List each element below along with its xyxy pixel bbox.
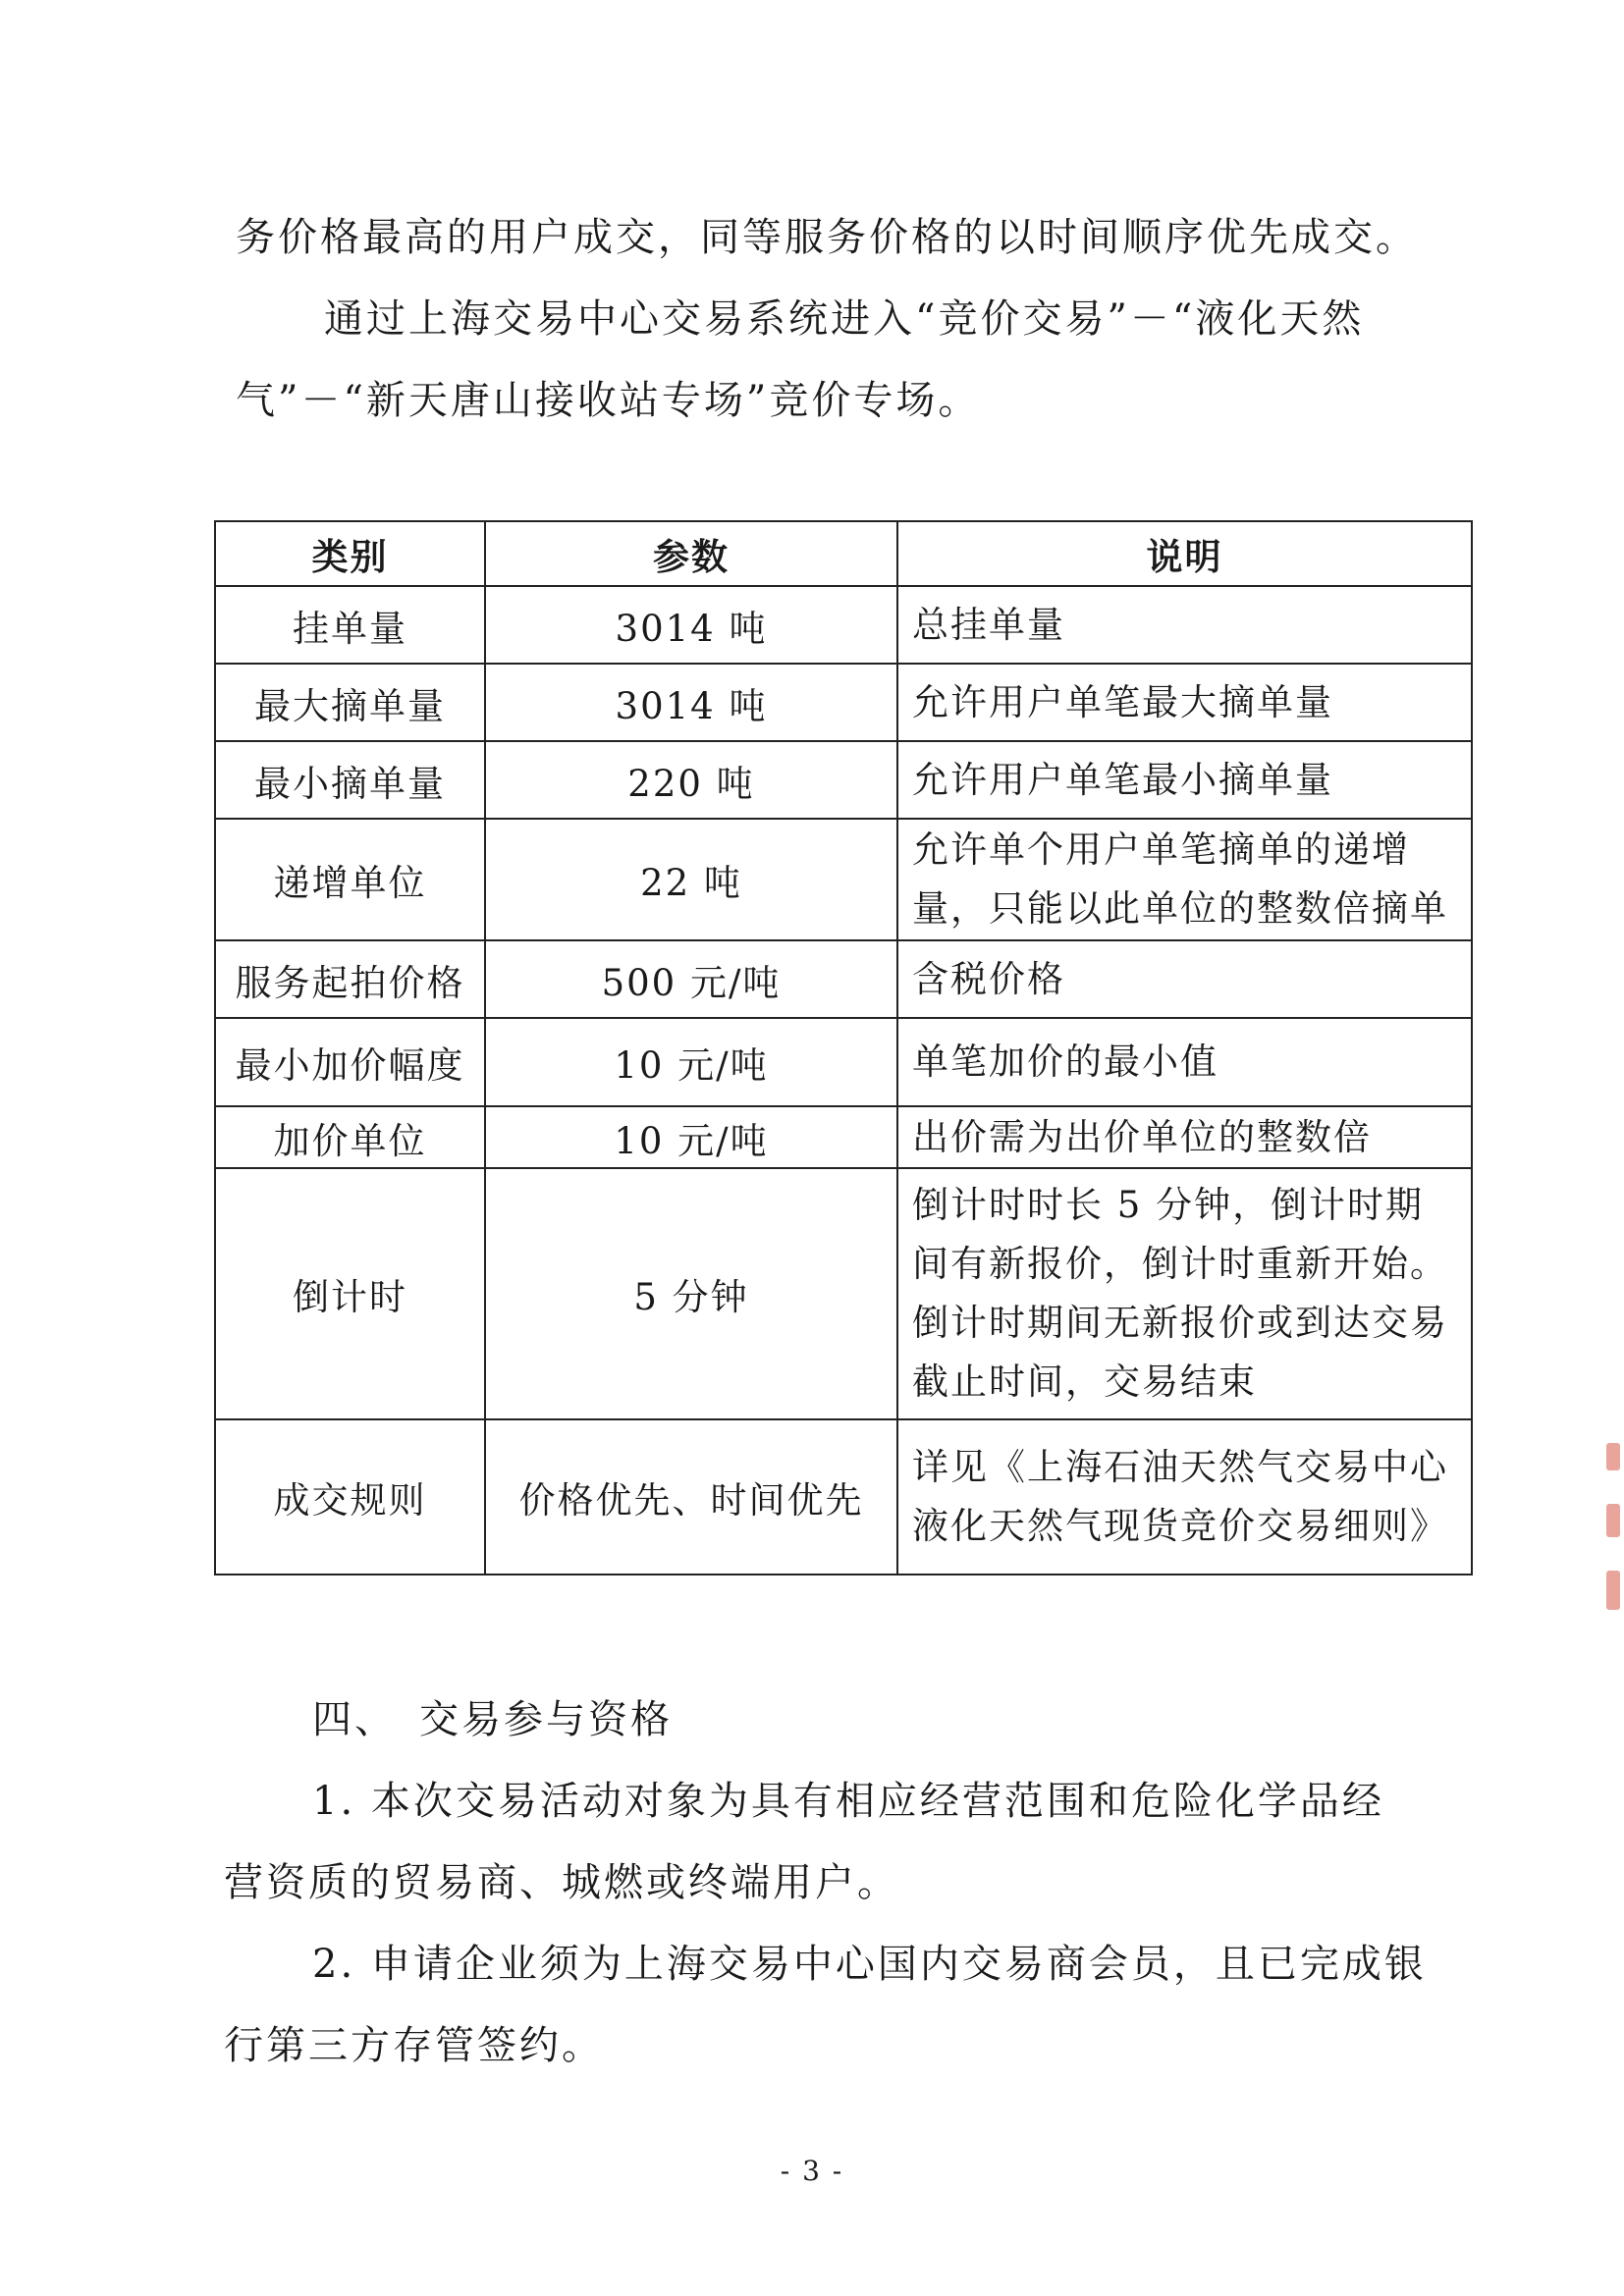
- paragraph-line-2: 通过上海交易中心交易系统进入“竞价交易”－“液化天然: [324, 296, 1365, 342]
- description-cell: 出价需为出价单位的整数倍: [897, 1106, 1472, 1168]
- description-cell: 允许用户单笔最小摘单量: [897, 741, 1472, 819]
- table-row: [215, 819, 1472, 940]
- parameter-cell: 500 元/吨: [485, 940, 897, 1018]
- category-cell: 加价单位: [215, 1106, 485, 1168]
- header-category: 类别: [215, 521, 485, 586]
- seal-stamp-edge: [1602, 1443, 1624, 1649]
- description-cell: 详见《上海石油天然气交易中心液化天然气现货竞价交易细则》: [897, 1419, 1472, 1575]
- table-row: [215, 1106, 1472, 1168]
- category-cell: 成交规则: [215, 1419, 485, 1575]
- table-row: [215, 586, 1472, 664]
- parameter-table: [214, 520, 1473, 1575]
- description-cell: 允许用户单笔最大摘单量: [897, 664, 1472, 741]
- description-cell: 单笔加价的最小值: [897, 1018, 1472, 1106]
- parameter-cell: 220 吨: [485, 741, 897, 819]
- category-cell: 递增单位: [215, 819, 485, 940]
- category-cell: 服务起拍价格: [215, 940, 485, 1018]
- section-line-3: 2. 申请企业须为上海交易中心国内交易商会员，且已完成银: [312, 1942, 1427, 1987]
- parameter-cell: 10 元/吨: [485, 1018, 897, 1106]
- parameter-cell: 5 分钟: [485, 1168, 897, 1419]
- parameter-cell: 3014 吨: [485, 586, 897, 664]
- page-number: - 3 -: [780, 2155, 844, 2187]
- parameter-cell: 价格优先、时间优先: [485, 1419, 897, 1575]
- category-cell: 最小摘单量: [215, 741, 485, 819]
- description-cell: 倒计时时长 5 分钟，倒计时期间有新报价，倒计时重新开始。倒计时期间无新报价或到达交易截止时间，交易结束: [897, 1168, 1472, 1419]
- category-cell: 倒计时: [215, 1168, 485, 1419]
- category-cell: 挂单量: [215, 586, 485, 664]
- section-line-4: 行第三方存管签约。: [224, 2023, 604, 2068]
- table-row: [215, 664, 1472, 741]
- table-row: [215, 1419, 1472, 1575]
- category-cell: 最大摘单量: [215, 664, 485, 741]
- table-row: [215, 741, 1472, 819]
- table-header-row: [215, 521, 1472, 586]
- description-cell: 允许单个用户单笔摘单的递增量，只能以此单位的整数倍摘单: [897, 819, 1472, 940]
- header-parameter: 参数: [485, 521, 897, 586]
- description-cell: 含税价格: [897, 940, 1472, 1018]
- table-row: [215, 1018, 1472, 1106]
- paragraph-line-3: 气”－“新天唐山接收站专场”竞价专场。: [236, 378, 981, 423]
- parameter-cell: 3014 吨: [485, 664, 897, 741]
- parameter-cell: 10 元/吨: [485, 1106, 897, 1168]
- section-line-2: 营资质的贸易商、城燃或终端用户。: [224, 1860, 899, 1905]
- section-heading: 四、 交易参与资格: [312, 1697, 673, 1742]
- paragraph-line-1: 务价格最高的用户成交，同等服务价格的以时间顺序优先成交。: [236, 215, 1418, 260]
- table-row: [215, 940, 1472, 1018]
- parameter-cell: 22 吨: [485, 819, 897, 940]
- category-cell: 最小加价幅度: [215, 1018, 485, 1106]
- description-cell: 总挂单量: [897, 586, 1472, 664]
- header-description: 说明: [897, 521, 1472, 586]
- section-line-1: 1. 本次交易活动对象为具有相应经营范围和危险化学品经: [312, 1779, 1384, 1824]
- table-row: [215, 1168, 1472, 1419]
